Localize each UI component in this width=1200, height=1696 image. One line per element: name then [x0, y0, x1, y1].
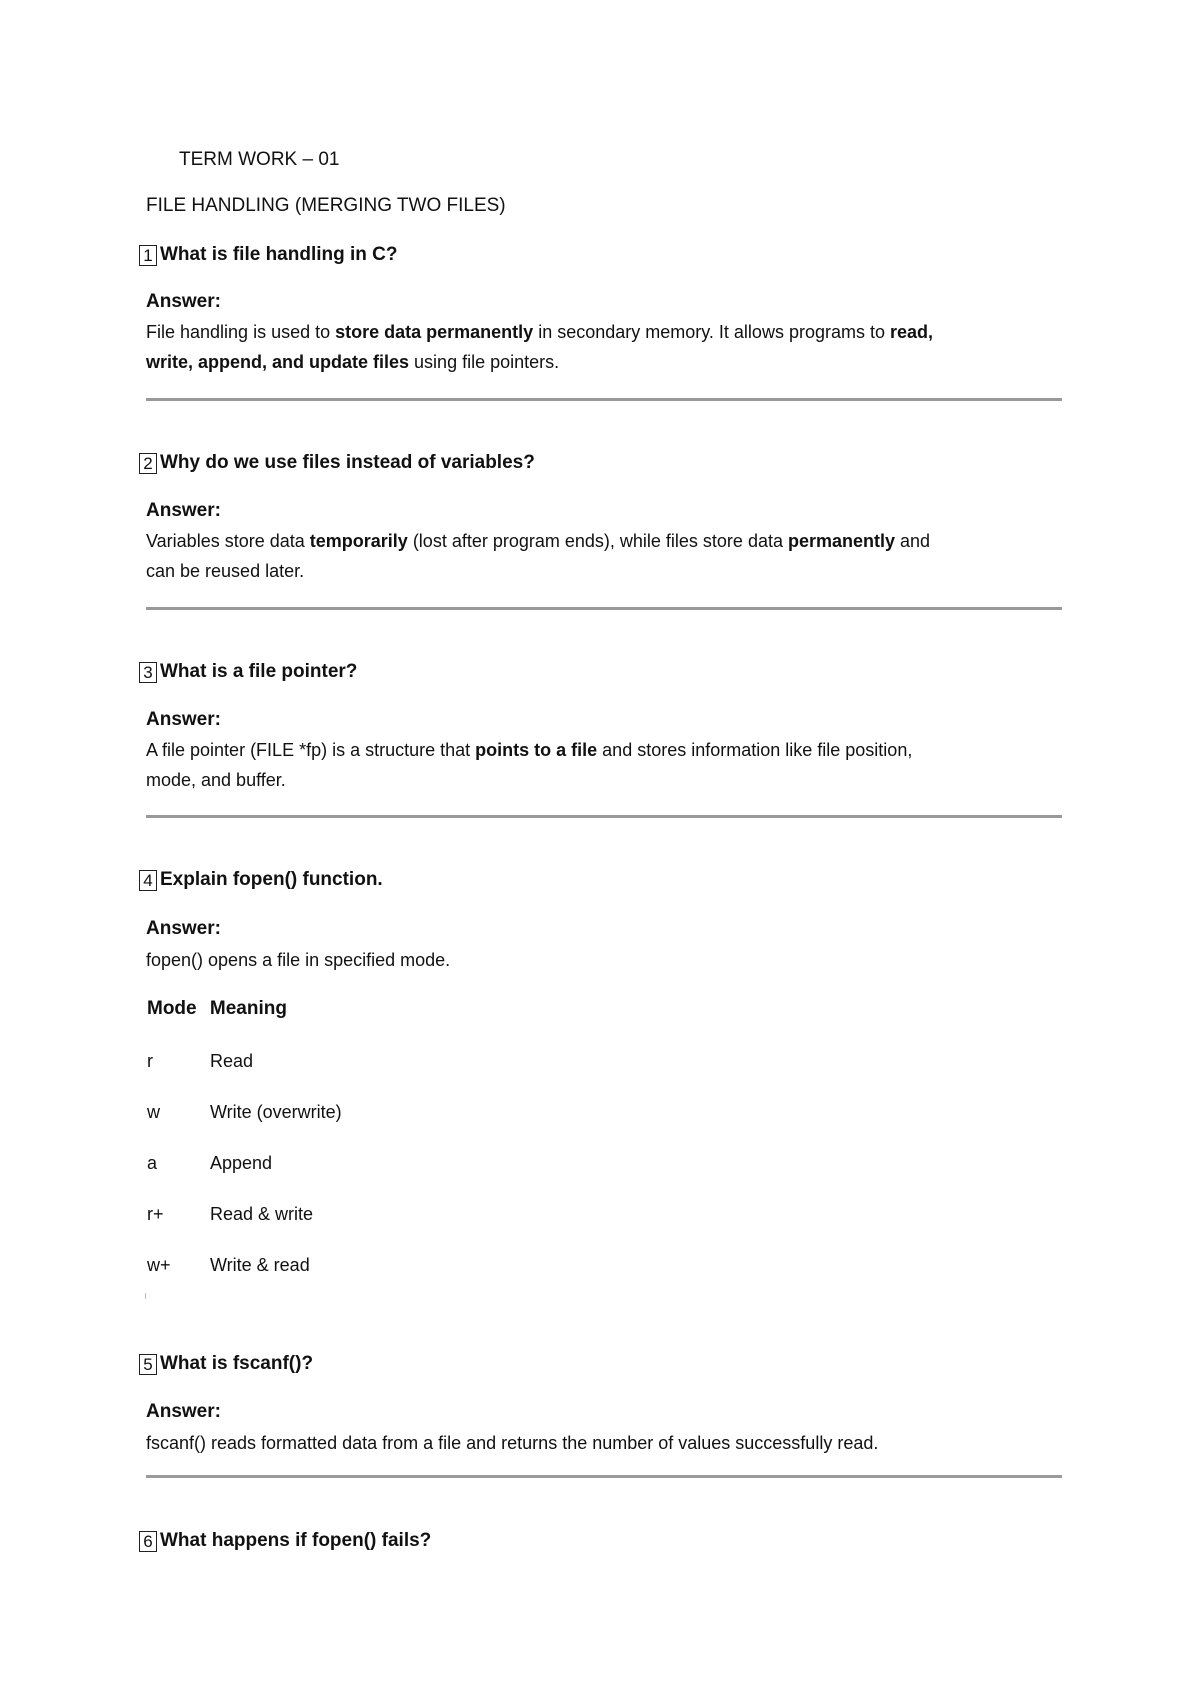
question-3	[139, 661, 357, 683]
answer-label: Answer:	[146, 291, 221, 312]
meaning-column-header: Meaning	[209, 998, 287, 1019]
question-text: What is a file pointer?	[160, 661, 358, 682]
question-text: What happens if fopen() fails?	[160, 1530, 432, 1551]
mode-row	[147, 1101, 342, 1123]
answer-label: Answer:	[146, 1401, 221, 1422]
mode-row	[147, 1152, 272, 1174]
meaning-cell: Write (overwrite)	[210, 1102, 342, 1122]
answer-label: Answer:	[146, 709, 221, 730]
question-5	[139, 1353, 313, 1375]
mode-row	[147, 1203, 313, 1225]
answer-5	[146, 1428, 1046, 1458]
answer-text: (lost after program ends), while files store data	[407, 531, 788, 551]
answer-text: using file pointers.	[409, 352, 560, 372]
answer-text: and	[895, 531, 931, 551]
answer-text: mode, and buffer.	[146, 770, 286, 790]
answer-text: and stores information like file position,	[597, 740, 913, 760]
answer-line	[146, 735, 1046, 765]
divider	[146, 815, 1062, 818]
answer-line	[146, 347, 1046, 377]
mode-column-header: Mode	[147, 998, 197, 1019]
meaning-cell: Read & write	[210, 1204, 314, 1224]
answer-label: Answer:	[146, 918, 221, 939]
question-number: 4	[139, 870, 157, 891]
question-number: 5	[139, 1354, 157, 1375]
answer-line	[146, 556, 1046, 586]
answer-text: Variables store data	[146, 531, 310, 551]
question-text: What is file handling in C?	[160, 244, 398, 265]
answer-bold-text: store data permanently	[335, 322, 534, 342]
answer-line	[146, 526, 1046, 556]
answer-line	[146, 945, 1046, 975]
answer-bold-text: points to a file	[475, 740, 598, 760]
answer-text: fopen() opens a file in specified mode.	[146, 950, 451, 970]
answer-text: in secondary memory. It allows programs to	[533, 322, 890, 342]
answer-3	[146, 735, 1046, 795]
answer-line	[146, 765, 1046, 795]
answer-label: Answer:	[146, 500, 221, 521]
stray-mark	[145, 1293, 146, 1299]
answer-1	[146, 317, 1046, 377]
question-number: 2	[139, 453, 157, 474]
meaning-cell: Append	[210, 1153, 273, 1173]
answer-line	[146, 317, 1046, 347]
meaning-cell: Write & read	[210, 1255, 310, 1275]
divider	[146, 398, 1062, 401]
answer-bold-text: permanently	[787, 531, 896, 551]
doc-title: TERM WORK – 01	[179, 149, 340, 170]
meaning-cell: Read	[210, 1051, 254, 1071]
mode-cell: a	[147, 1153, 158, 1173]
divider	[146, 1475, 1062, 1478]
mode-table-header	[147, 998, 287, 1020]
mode-cell: r+	[147, 1204, 164, 1224]
question-text: Why do we use files instead of variables?	[160, 452, 535, 473]
answer-text: can be reused later.	[146, 561, 305, 581]
question-text: Explain fopen() function.	[160, 869, 383, 890]
question-number: 3	[139, 662, 157, 683]
question-number: 6	[139, 1531, 157, 1552]
answer-bold-text: temporarily	[309, 531, 408, 551]
question-text: What is fscanf()?	[160, 1353, 314, 1374]
mode-cell: w+	[147, 1255, 171, 1275]
question-2	[139, 452, 535, 474]
answer-text: A file pointer (FILE *fp) is a structure that	[146, 740, 476, 760]
question-1	[139, 244, 398, 266]
doc-subtitle: FILE HANDLING (MERGING TWO FILES)	[146, 195, 506, 216]
mode-cell: r	[147, 1051, 153, 1071]
answer-bold-text: write, append, and update files	[146, 352, 410, 372]
question-6	[139, 1530, 431, 1552]
question-4	[139, 869, 383, 891]
mode-row	[147, 1050, 253, 1072]
answer-text: fscanf() reads formatted data from a file and returns the number of values successfully read.	[146, 1433, 879, 1453]
answer-2	[146, 526, 1046, 586]
mode-cell: w	[147, 1102, 160, 1122]
answer-bold-text: read,	[889, 322, 934, 342]
answer-line	[146, 1428, 1046, 1458]
answer-4	[146, 945, 1046, 975]
divider	[146, 607, 1062, 610]
answer-text: File handling is used to	[146, 322, 336, 342]
mode-row	[147, 1254, 310, 1276]
question-number: 1	[139, 245, 157, 266]
